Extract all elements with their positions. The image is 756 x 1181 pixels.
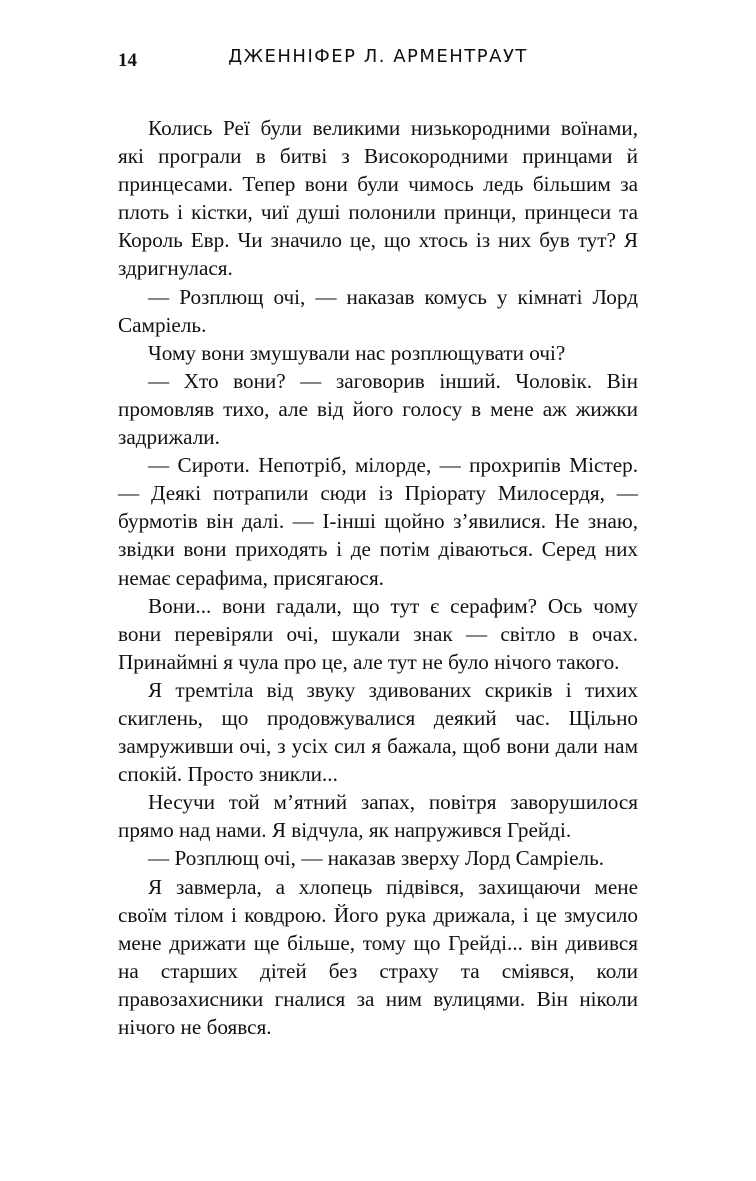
running-title: ДЖЕННІФЕР Л. АРМЕНТРАУТ [228, 46, 528, 67]
paragraph: Вони... вони гадали, що тут є серафим? Ось чому вони перевіряли очі, шукали знак — світло в очах. Принаймні я чула про це, але тут не було нічого такого. [118, 593, 638, 674]
body-text [118, 114, 638, 1041]
paragraph: Несучи той м’ятний запах, повітря заворушилося прямо над нами. Я відчула, як напружився Грейді. [118, 790, 638, 843]
paragraph: — Хто вони? — заговорив інший. Чоловік. Він промовляв тихо, але від його голосу в мене аж жижки задрижали. [118, 368, 638, 450]
paragraph: Я тремтіла від звуку здивованих скриків і тихих скиглень, що продовжувалися деякий час. Щільно замруживши очі, з усіх сил я бажала, щоб вони дали нам спокій. Просто зникли... [118, 677, 638, 787]
page-header [0, 44, 756, 80]
page-number: 14 [118, 50, 137, 71]
paragraph: — Розплющ очі, — наказав комусь у кімнаті Лорд Самріель. [118, 284, 638, 337]
paragraph: Я завмерла, а хлопець підвівся, захищаючи мене своїм тілом і ковдрою. Його рука дрижала, і це змусило мене дрижати ще більше, тому що Грейді... він дивився на старших дітей без страху та сміявся, коли правозахисники гналися за ним вулицями. Він ніколи нічого не боявся. [118, 874, 638, 1039]
paragraph: Колись Реї були великими низькородними воїнами, які програли в битві з Високородними принцами й принцесами. Тепер вони були чимось ледь більшим за плоть і кістки, чиї душі полонили принци, принцеси та Король Евр. Чи значило це, що хтось із них був тут? Я здригнулася. [118, 116, 638, 281]
paragraph: — Сироти. Непотріб, мілорде, — прохрипів Містер. — Деякі потрапили сюди із Пріорату Милосердя, — бурмотів він далі. — І-інші щойно з’явилися. Не знаю, звідки вони приходять і де потім діваються. Серед них немає серафима, присягаюся. [118, 453, 638, 590]
paragraph: Чому вони змушували нас розплющувати очі? [148, 340, 566, 365]
paragraph: — Розплющ очі, — наказав зверху Лорд Самріель. [148, 846, 605, 871]
